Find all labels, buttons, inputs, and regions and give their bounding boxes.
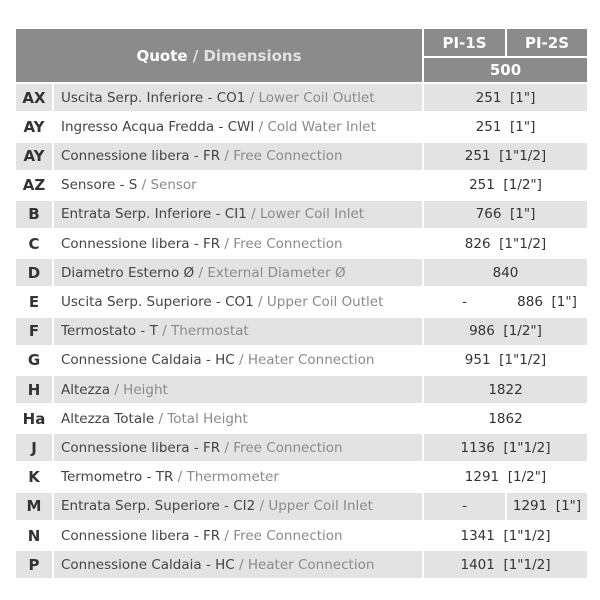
row-value: 840 [424, 259, 587, 286]
model-1-header: PI-1S [424, 29, 505, 56]
table-row [16, 318, 587, 345]
row-code: G [27, 351, 41, 370]
row-value: 766 [1"] [424, 201, 587, 228]
row-value: 251 [1"] [424, 84, 587, 111]
row-value: 951 [1"1/2] [464, 352, 547, 369]
table-row [16, 143, 587, 170]
row-description-separator: / [220, 527, 234, 544]
row-code: AY [23, 117, 45, 136]
row-description-italian: Altezza [61, 381, 111, 398]
row-description [54, 318, 422, 345]
row-description-italian: Sensore - S [61, 177, 138, 194]
row-description-separator: / [110, 381, 124, 398]
row-value: 1401 [1"1/2] [424, 551, 587, 578]
row-description-english: Height [123, 381, 168, 398]
row-code: E [28, 293, 40, 311]
table-body [16, 84, 587, 578]
row-description-italian: Entrata Serp. Inferiore - CI1 [61, 206, 247, 223]
row-description-italian: Connessione libera - FR [61, 527, 221, 544]
row-description-italian: Connessione libera - FR [61, 439, 221, 456]
row-description-italian: Altezza Totale [61, 410, 155, 427]
row-description [54, 376, 422, 403]
table-row [16, 434, 587, 461]
row-description-english: Upper Coil Outlet [266, 294, 384, 310]
row-value: 1341 [1"1/2] [460, 527, 551, 544]
header-title [16, 29, 422, 82]
row-description [54, 259, 422, 286]
row-description-separator: / [173, 469, 187, 486]
row-value: 251 [1/2"] [469, 177, 542, 194]
row-description-english: Thermometer [186, 469, 279, 486]
row-description [54, 551, 422, 578]
table-row [16, 405, 587, 432]
model-2-header: PI-2S [507, 29, 587, 56]
table-row [16, 113, 587, 140]
row-value-model-1: - [424, 493, 505, 520]
table-row [16, 551, 587, 578]
row-description [54, 143, 422, 170]
row-description-english: Heater Connection [247, 556, 375, 573]
row-description [54, 464, 422, 491]
row-description [54, 434, 422, 461]
table-header [16, 29, 587, 82]
table-row [16, 84, 587, 111]
row-description-separator: / [220, 439, 234, 456]
row-description-separator: / [234, 352, 248, 369]
row-value-model-2: 1291 [1"] [507, 493, 587, 520]
row-description-english: Free Connection [233, 148, 343, 165]
row-description-separator: / [157, 323, 171, 340]
row-code: AZ [22, 176, 46, 195]
header-title-english: Dimensions [203, 46, 302, 65]
row-description-english: Free Connection [233, 527, 343, 544]
row-code: K [28, 468, 40, 487]
row-code: Ha [22, 409, 46, 428]
table-row [16, 493, 587, 520]
row-description-english: Lower Coil Inlet [259, 206, 365, 223]
row-description-italian: Uscita Serp. Superiore - CO1 [61, 294, 254, 310]
row-code: F [16, 318, 52, 345]
row-description-separator: / [246, 206, 260, 223]
capacity-header: 500 [424, 58, 587, 82]
row-value: 1862 [488, 410, 523, 427]
row-description-separator: / [137, 177, 151, 194]
dimensions-table [16, 29, 587, 578]
row-value: 251 [1"] [475, 118, 536, 135]
row-description-english: Sensor [150, 177, 197, 194]
row-code: AX [16, 84, 52, 111]
row-value: 1136 [1"1/2] [424, 434, 587, 461]
row-value: 1822 [424, 376, 587, 403]
row-code: H [16, 376, 52, 403]
table-row [16, 376, 587, 403]
row-value: 826 [1"1/2] [464, 235, 547, 252]
row-description-italian: Termostato - T [61, 323, 158, 340]
row-description-separator: / [234, 556, 248, 573]
row-description-separator: / [154, 410, 168, 427]
row-description-italian: Connessione Caldaia - HC [61, 352, 235, 369]
row-description-italian: Termometro - TR [61, 469, 174, 486]
row-description-english: Thermostat [170, 323, 249, 340]
row-description-english: External Diameter Ø [207, 264, 346, 281]
table-row [16, 522, 587, 549]
row-code: N [27, 526, 41, 545]
table-row [16, 464, 587, 491]
row-description [54, 347, 422, 374]
table-row [16, 347, 587, 374]
row-description-italian: Connessione libera - FR [61, 235, 221, 252]
row-description [54, 522, 422, 549]
row-value: 251 [1"1/2] [424, 143, 587, 170]
row-description-italian: Entrata Serp. Superiore - CI2 [61, 498, 256, 515]
row-code: C [28, 234, 40, 253]
table-row [16, 289, 587, 316]
row-description [54, 405, 422, 432]
row-description-separator: / [194, 264, 208, 281]
table-row [16, 172, 587, 199]
row-description-english: Heater Connection [247, 352, 375, 369]
row-code: B [16, 201, 52, 228]
row-description-english: Free Connection [233, 439, 343, 456]
table-row [16, 259, 587, 286]
table-row [16, 201, 587, 228]
table-row [16, 230, 587, 257]
row-description-separator: / [245, 89, 259, 106]
row-description-english: Lower Coil Outlet [258, 89, 375, 106]
row-description-english: Total Height [167, 410, 248, 427]
row-code: D [16, 259, 52, 286]
row-description-english: Cold Water Inlet [267, 118, 376, 135]
row-description [54, 84, 422, 111]
row-description-separator: / [220, 235, 234, 252]
row-description-separator: / [253, 294, 267, 310]
row-code: AY [16, 143, 52, 170]
row-description-italian: Ingresso Acqua Fredda - CWI [61, 118, 255, 135]
row-description [54, 493, 422, 520]
row-description-italian: Diametro Esterno Ø [61, 264, 195, 281]
row-description-separator: / [220, 148, 234, 165]
row-value-model-2: 886 [1"] [517, 294, 577, 310]
row-value: 986 [1/2"] [424, 318, 587, 345]
row-code: J [16, 434, 52, 461]
header-title-italian: Quote [136, 46, 188, 65]
row-description-italian: Uscita Serp. Inferiore - CO1 [61, 89, 246, 106]
row-code: M [16, 493, 52, 520]
row-description [54, 289, 422, 316]
row-description [54, 113, 422, 140]
row-description [54, 201, 422, 228]
row-description-separator: / [255, 498, 269, 515]
row-description-italian: Connessione Caldaia - HC [61, 556, 235, 573]
row-code: P [16, 551, 52, 578]
row-description [54, 230, 422, 257]
row-value: 1291 [1/2"] [464, 469, 547, 486]
row-description-english: Upper Coil Inlet [268, 498, 373, 515]
row-description-separator: / [254, 118, 268, 135]
row-value-model-1: - [462, 294, 467, 310]
row-description [54, 172, 422, 199]
header-title-separator: / [187, 46, 204, 65]
row-description-english: Free Connection [233, 235, 343, 252]
row-description-italian: Connessione libera - FR [61, 148, 221, 165]
